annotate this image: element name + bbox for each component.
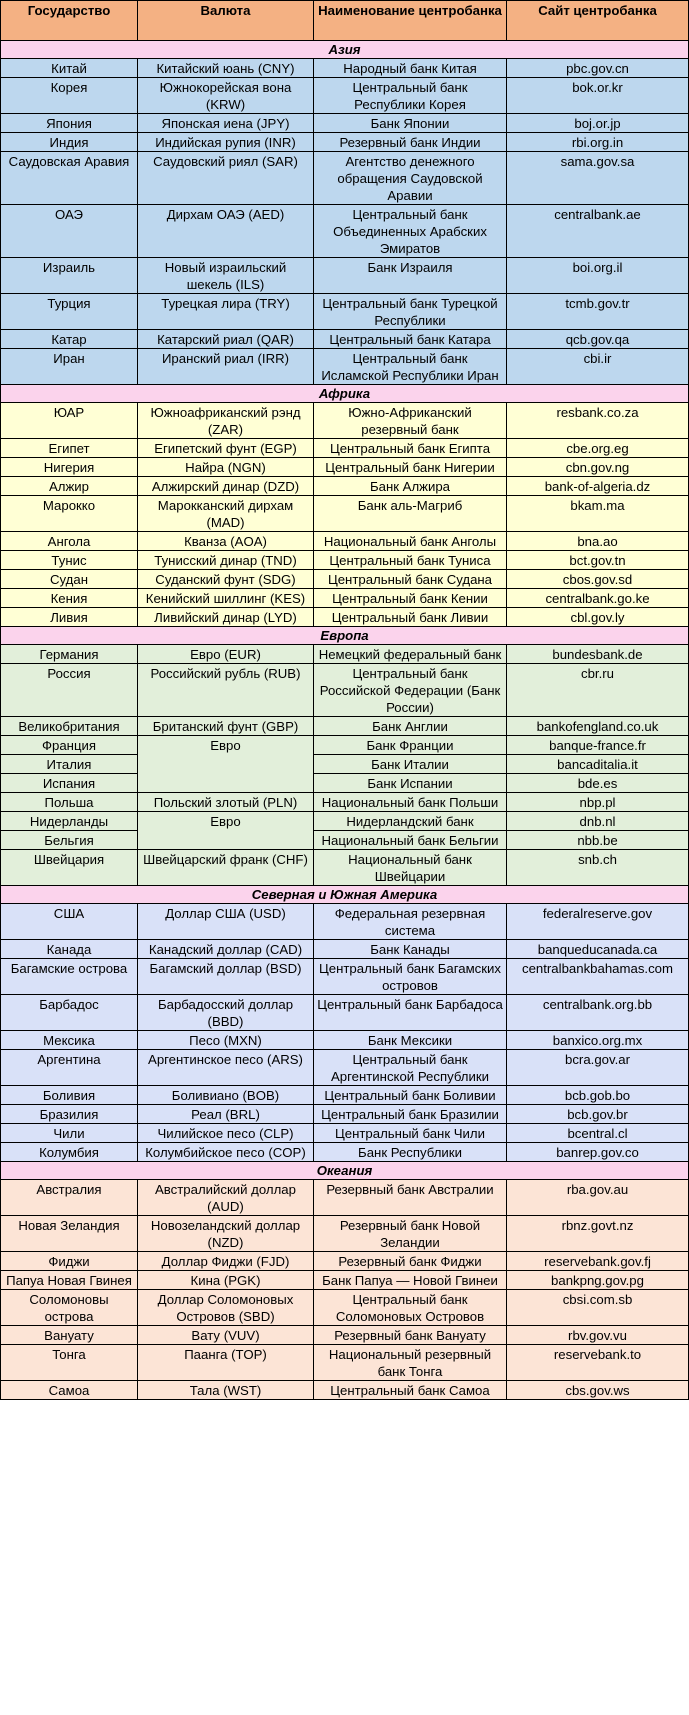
site-cell: bcb.gov.br [507, 1105, 689, 1124]
table-row [1, 940, 689, 959]
bank-cell: Федеральная резервная система [314, 904, 507, 940]
country-cell: Судан [1, 570, 138, 589]
country-cell: Турция [1, 294, 138, 330]
table-row [1, 850, 689, 886]
site-cell: pbc.gov.cn [507, 59, 689, 78]
country-cell: Самоа [1, 1381, 138, 1400]
country-cell: Марокко [1, 496, 138, 532]
bank-cell: Национальный резервный банк Тонга [314, 1345, 507, 1381]
site-cell: bundesbank.de [507, 645, 689, 664]
table-row [1, 152, 689, 205]
currency-cell: Новый израильский шекель (ILS) [138, 258, 314, 294]
table-row [1, 755, 689, 774]
currency-cell: Британский фунт (GBP) [138, 717, 314, 736]
site-cell: bna.ao [507, 532, 689, 551]
currency-cell: Доллар США (USD) [138, 904, 314, 940]
table-row [1, 793, 689, 812]
currency-cell: Доллар Соломоновых Островов (SBD) [138, 1290, 314, 1326]
site-cell: rbv.gov.vu [507, 1326, 689, 1345]
bank-cell: Нидерландский банк [314, 812, 507, 831]
bank-cell: Центральный банк Боливии [314, 1086, 507, 1105]
table-row [1, 1381, 689, 1400]
site-cell: boj.or.jp [507, 114, 689, 133]
table-row [1, 114, 689, 133]
currency-cell: Турецкая лира (TRY) [138, 294, 314, 330]
currency-cell: Вату (VUV) [138, 1326, 314, 1345]
country-cell: Великобритания [1, 717, 138, 736]
bank-cell: Центральный банк Багамских островов [314, 959, 507, 995]
currency-cell: Ливийский динар (LYD) [138, 608, 314, 627]
table-row [1, 1271, 689, 1290]
currency-cell: Тала (WST) [138, 1381, 314, 1400]
site-cell: cbn.gov.ng [507, 458, 689, 477]
site-cell: bank-of-algeria.dz [507, 477, 689, 496]
bank-cell: Резервный банк Индии [314, 133, 507, 152]
country-cell: Канада [1, 940, 138, 959]
country-cell: Швейцария [1, 850, 138, 886]
country-cell: Аргентина [1, 1050, 138, 1086]
currency-cell: Найра (NGN) [138, 458, 314, 477]
country-cell: Египет [1, 439, 138, 458]
bank-cell: Центральный банк Нигерии [314, 458, 507, 477]
currency-cell: Кванза (AOA) [138, 532, 314, 551]
country-cell: Новая Зеландия [1, 1216, 138, 1252]
country-cell: Индия [1, 133, 138, 152]
currency-cell: Саудовский риял (SAR) [138, 152, 314, 205]
country-cell: Израиль [1, 258, 138, 294]
bank-cell: Центральный банк Туниса [314, 551, 507, 570]
site-cell: reservebank.to [507, 1345, 689, 1381]
bank-cell: Банк Японии [314, 114, 507, 133]
currency-cell: Индийская рупия (INR) [138, 133, 314, 152]
country-cell: Корея [1, 78, 138, 114]
table-row [1, 258, 689, 294]
table-row [1, 78, 689, 114]
currency-cell: Боливиано (BOB) [138, 1086, 314, 1105]
site-cell: bct.gov.tn [507, 551, 689, 570]
table-row [1, 1105, 689, 1124]
table-row [1, 1290, 689, 1326]
bank-cell: Банк Израиля [314, 258, 507, 294]
site-cell: cbsi.com.sb [507, 1290, 689, 1326]
header-country: Государство [1, 1, 138, 41]
site-cell: bcb.gob.bo [507, 1086, 689, 1105]
country-cell: Ливия [1, 608, 138, 627]
site-cell: bkam.ma [507, 496, 689, 532]
bank-cell: Центральный банк Самоа [314, 1381, 507, 1400]
site-cell: nbp.pl [507, 793, 689, 812]
table-row [1, 532, 689, 551]
site-cell: centralbank.go.ke [507, 589, 689, 608]
bank-cell: Банк Папуа — Новой Гвинеи [314, 1271, 507, 1290]
table-row [1, 1345, 689, 1381]
table-row [1, 812, 689, 831]
table-row [1, 1180, 689, 1216]
table-row [1, 831, 689, 850]
country-cell: США [1, 904, 138, 940]
bank-cell: Немецкий федеральный банк [314, 645, 507, 664]
site-cell: rbi.org.in [507, 133, 689, 152]
table-row [1, 496, 689, 532]
site-cell: snb.ch [507, 850, 689, 886]
bank-cell: Центральный банк Египта [314, 439, 507, 458]
header-currency: Валюта [138, 1, 314, 41]
currency-cell: Канадский доллар (CAD) [138, 940, 314, 959]
currency-cell: Южнокорейская вона (KRW) [138, 78, 314, 114]
country-cell: Бразилия [1, 1105, 138, 1124]
country-cell: Папуа Новая Гвинея [1, 1271, 138, 1290]
table-row [1, 205, 689, 258]
bank-cell: Центральный банк Исламской Республики Иран [314, 349, 507, 385]
bank-cell: Народный банк Китая [314, 59, 507, 78]
table-row [1, 1252, 689, 1271]
country-cell: Чили [1, 1124, 138, 1143]
bank-cell: Центральный банк Чили [314, 1124, 507, 1143]
bank-cell: Национальный банк Бельгии [314, 831, 507, 850]
header-site: Сайт центробанка [507, 1, 689, 41]
bank-cell: Центральный банк Катара [314, 330, 507, 349]
country-cell: Нидерланды [1, 812, 138, 831]
table-row [1, 774, 689, 793]
table-row [1, 133, 689, 152]
header-bank: Наименование центробанка [314, 1, 507, 41]
table-row [1, 330, 689, 349]
site-cell: rba.gov.au [507, 1180, 689, 1216]
site-cell: banqueducanada.ca [507, 940, 689, 959]
site-cell: cbl.gov.ly [507, 608, 689, 627]
region-europe: Европа [1, 627, 689, 645]
site-cell: centralbank.org.bb [507, 995, 689, 1031]
currency-cell: Швейцарский франк (CHF) [138, 850, 314, 886]
table-row [1, 477, 689, 496]
site-cell: centralbank.ae [507, 205, 689, 258]
table-row [1, 1143, 689, 1162]
country-cell: Тунис [1, 551, 138, 570]
site-cell: bcra.gov.ar [507, 1050, 689, 1086]
bank-cell: Южно-Африканский резервный банк [314, 403, 507, 439]
country-cell: ЮАР [1, 403, 138, 439]
country-cell: Испания [1, 774, 138, 793]
currency-cell: Багамский доллар (BSD) [138, 959, 314, 995]
table-row [1, 439, 689, 458]
site-cell: cbs.gov.ws [507, 1381, 689, 1400]
site-cell: boi.org.il [507, 258, 689, 294]
currency-cell: Евро [138, 812, 314, 850]
table-row [1, 294, 689, 330]
currency-cell: Китайский юань (CNY) [138, 59, 314, 78]
bank-cell: Резервный банк Новой Зеландии [314, 1216, 507, 1252]
bank-cell: Банк Канады [314, 940, 507, 959]
currency-cell: Египетский фунт (EGP) [138, 439, 314, 458]
bank-cell: Банк Англии [314, 717, 507, 736]
table-row [1, 59, 689, 78]
country-cell: Италия [1, 755, 138, 774]
region-asia: Азия [1, 41, 689, 59]
table-row [1, 608, 689, 627]
bank-cell: Центральный банк Республики Корея [314, 78, 507, 114]
table-row [1, 717, 689, 736]
country-cell: Алжир [1, 477, 138, 496]
currency-cell: Барбадосский доллар (BBD) [138, 995, 314, 1031]
country-cell: Саудовская Аравия [1, 152, 138, 205]
currency-cell: Реал (BRL) [138, 1105, 314, 1124]
table-row [1, 349, 689, 385]
bank-cell: Центральный банк Ливии [314, 608, 507, 627]
bank-cell: Центральный банк Барбадоса [314, 995, 507, 1031]
country-cell: Китай [1, 59, 138, 78]
table-row [1, 551, 689, 570]
bank-cell: Резервный банк Австралии [314, 1180, 507, 1216]
table-row [1, 403, 689, 439]
table-row [1, 458, 689, 477]
country-cell: Польша [1, 793, 138, 812]
bank-cell: Банк Франции [314, 736, 507, 755]
country-cell: Колумбия [1, 1143, 138, 1162]
currency-cell: Евро [138, 736, 314, 793]
site-cell: bankpng.gov.pg [507, 1271, 689, 1290]
bank-cell: Резервный банк Фиджи [314, 1252, 507, 1271]
site-cell: banrep.gov.co [507, 1143, 689, 1162]
site-cell: banxico.org.mx [507, 1031, 689, 1050]
bank-cell: Банк Испании [314, 774, 507, 793]
country-cell: Кения [1, 589, 138, 608]
bank-cell: Центральный банк Судана [314, 570, 507, 589]
bank-cell: Центральный банк Кении [314, 589, 507, 608]
country-cell: Франция [1, 736, 138, 755]
bank-cell: Центральный банк Аргентинской Республики [314, 1050, 507, 1086]
bank-cell: Центральный банк Соломоновых Островов [314, 1290, 507, 1326]
country-cell: Мексика [1, 1031, 138, 1050]
table-row [1, 1031, 689, 1050]
bank-cell: Агентство денежного обращения Саудовской Аравии [314, 152, 507, 205]
site-cell: bcentral.cl [507, 1124, 689, 1143]
table-row [1, 664, 689, 717]
currency-cell: Доллар Фиджи (FJD) [138, 1252, 314, 1271]
country-cell: Германия [1, 645, 138, 664]
site-cell: tcmb.gov.tr [507, 294, 689, 330]
table-row [1, 959, 689, 995]
table-row [1, 904, 689, 940]
currency-cell: Евро (EUR) [138, 645, 314, 664]
bank-cell: Банк Алжира [314, 477, 507, 496]
site-cell: cbe.org.eg [507, 439, 689, 458]
country-cell: Нигерия [1, 458, 138, 477]
site-cell: dnb.nl [507, 812, 689, 831]
currency-cell: Паанга (TOP) [138, 1345, 314, 1381]
country-cell: Вануату [1, 1326, 138, 1345]
bank-cell: Банк Мексики [314, 1031, 507, 1050]
currency-cell: Марокканский дирхам (MAD) [138, 496, 314, 532]
currency-cell: Японская иена (JPY) [138, 114, 314, 133]
site-cell: resbank.co.za [507, 403, 689, 439]
site-cell: cbr.ru [507, 664, 689, 717]
country-cell: Австралия [1, 1180, 138, 1216]
bank-cell: Центральный банк Бразилии [314, 1105, 507, 1124]
bank-cell: Национальный банк Швейцарии [314, 850, 507, 886]
currency-cell: Тунисский динар (TND) [138, 551, 314, 570]
site-cell: qcb.gov.qa [507, 330, 689, 349]
currency-cell: Колумбийское песо (COP) [138, 1143, 314, 1162]
bank-cell: Банк аль-Магриб [314, 496, 507, 532]
site-cell: cbos.gov.sd [507, 570, 689, 589]
bank-cell: Центральный банк Объединенных Арабских Эмиратов [314, 205, 507, 258]
country-cell: Иран [1, 349, 138, 385]
currency-cell: Иранский риал (IRR) [138, 349, 314, 385]
country-cell: Ангола [1, 532, 138, 551]
currency-cell: Южноафриканский рэнд (ZAR) [138, 403, 314, 439]
country-cell: Боливия [1, 1086, 138, 1105]
country-cell: Россия [1, 664, 138, 717]
currency-cell: Суданский фунт (SDG) [138, 570, 314, 589]
currency-cell: Кенийский шиллинг (KES) [138, 589, 314, 608]
currency-cell: Песо (MXN) [138, 1031, 314, 1050]
currency-cell: Австралийский доллар (AUD) [138, 1180, 314, 1216]
bank-cell: Центральный банк Российской Федерации (Банк России) [314, 664, 507, 717]
region-oceania: Океания [1, 1162, 689, 1180]
currency-cell: Дирхам ОАЭ (AED) [138, 205, 314, 258]
table-row [1, 1050, 689, 1086]
table-row [1, 589, 689, 608]
table-row [1, 1086, 689, 1105]
country-cell: ОАЭ [1, 205, 138, 258]
currency-cell: Алжирский динар (DZD) [138, 477, 314, 496]
site-cell: sama.gov.sa [507, 152, 689, 205]
site-cell: banque-france.fr [507, 736, 689, 755]
currency-cell: Польский злотый (PLN) [138, 793, 314, 812]
region-africa: Африка [1, 385, 689, 403]
currency-cell: Кина (PGK) [138, 1271, 314, 1290]
currency-cell: Аргентинское песо (ARS) [138, 1050, 314, 1086]
table-row [1, 570, 689, 589]
currency-cell: Чилийское песо (CLP) [138, 1124, 314, 1143]
bank-cell: Банк Республики [314, 1143, 507, 1162]
site-cell: cbi.ir [507, 349, 689, 385]
region-america: Северная и Южная Америка [1, 886, 689, 904]
table-row [1, 1326, 689, 1345]
currency-cell: Новозеландский доллар (NZD) [138, 1216, 314, 1252]
site-cell: bde.es [507, 774, 689, 793]
site-cell: bancaditalia.it [507, 755, 689, 774]
country-cell: Япония [1, 114, 138, 133]
bank-cell: Резервный банк Вануату [314, 1326, 507, 1345]
bank-cell: Банк Италии [314, 755, 507, 774]
bank-cell: Национальный банк Анголы [314, 532, 507, 551]
country-cell: Багамские острова [1, 959, 138, 995]
country-cell: Тонга [1, 1345, 138, 1381]
currency-cell: Российский рубль (RUB) [138, 664, 314, 717]
site-cell: reservebank.gov.fj [507, 1252, 689, 1271]
site-cell: bankofengland.co.uk [507, 717, 689, 736]
country-cell: Соломоновы острова [1, 1290, 138, 1326]
site-cell: federalreserve.gov [507, 904, 689, 940]
bank-cell: Центральный банк Турецкой Республики [314, 294, 507, 330]
site-cell: centralbankbahamas.com [507, 959, 689, 995]
bank-cell: Национальный банк Польши [314, 793, 507, 812]
site-cell: nbb.be [507, 831, 689, 850]
currency-cell: Катарский риал (QAR) [138, 330, 314, 349]
table-row [1, 1124, 689, 1143]
table-row [1, 736, 689, 755]
country-cell: Катар [1, 330, 138, 349]
table-row [1, 1216, 689, 1252]
header-row [1, 1, 689, 41]
table-row [1, 645, 689, 664]
site-cell: bok.or.kr [507, 78, 689, 114]
table-row [1, 995, 689, 1031]
country-cell: Барбадос [1, 995, 138, 1031]
country-cell: Фиджи [1, 1252, 138, 1271]
site-cell: rbnz.govt.nz [507, 1216, 689, 1252]
country-cell: Бельгия [1, 831, 138, 850]
